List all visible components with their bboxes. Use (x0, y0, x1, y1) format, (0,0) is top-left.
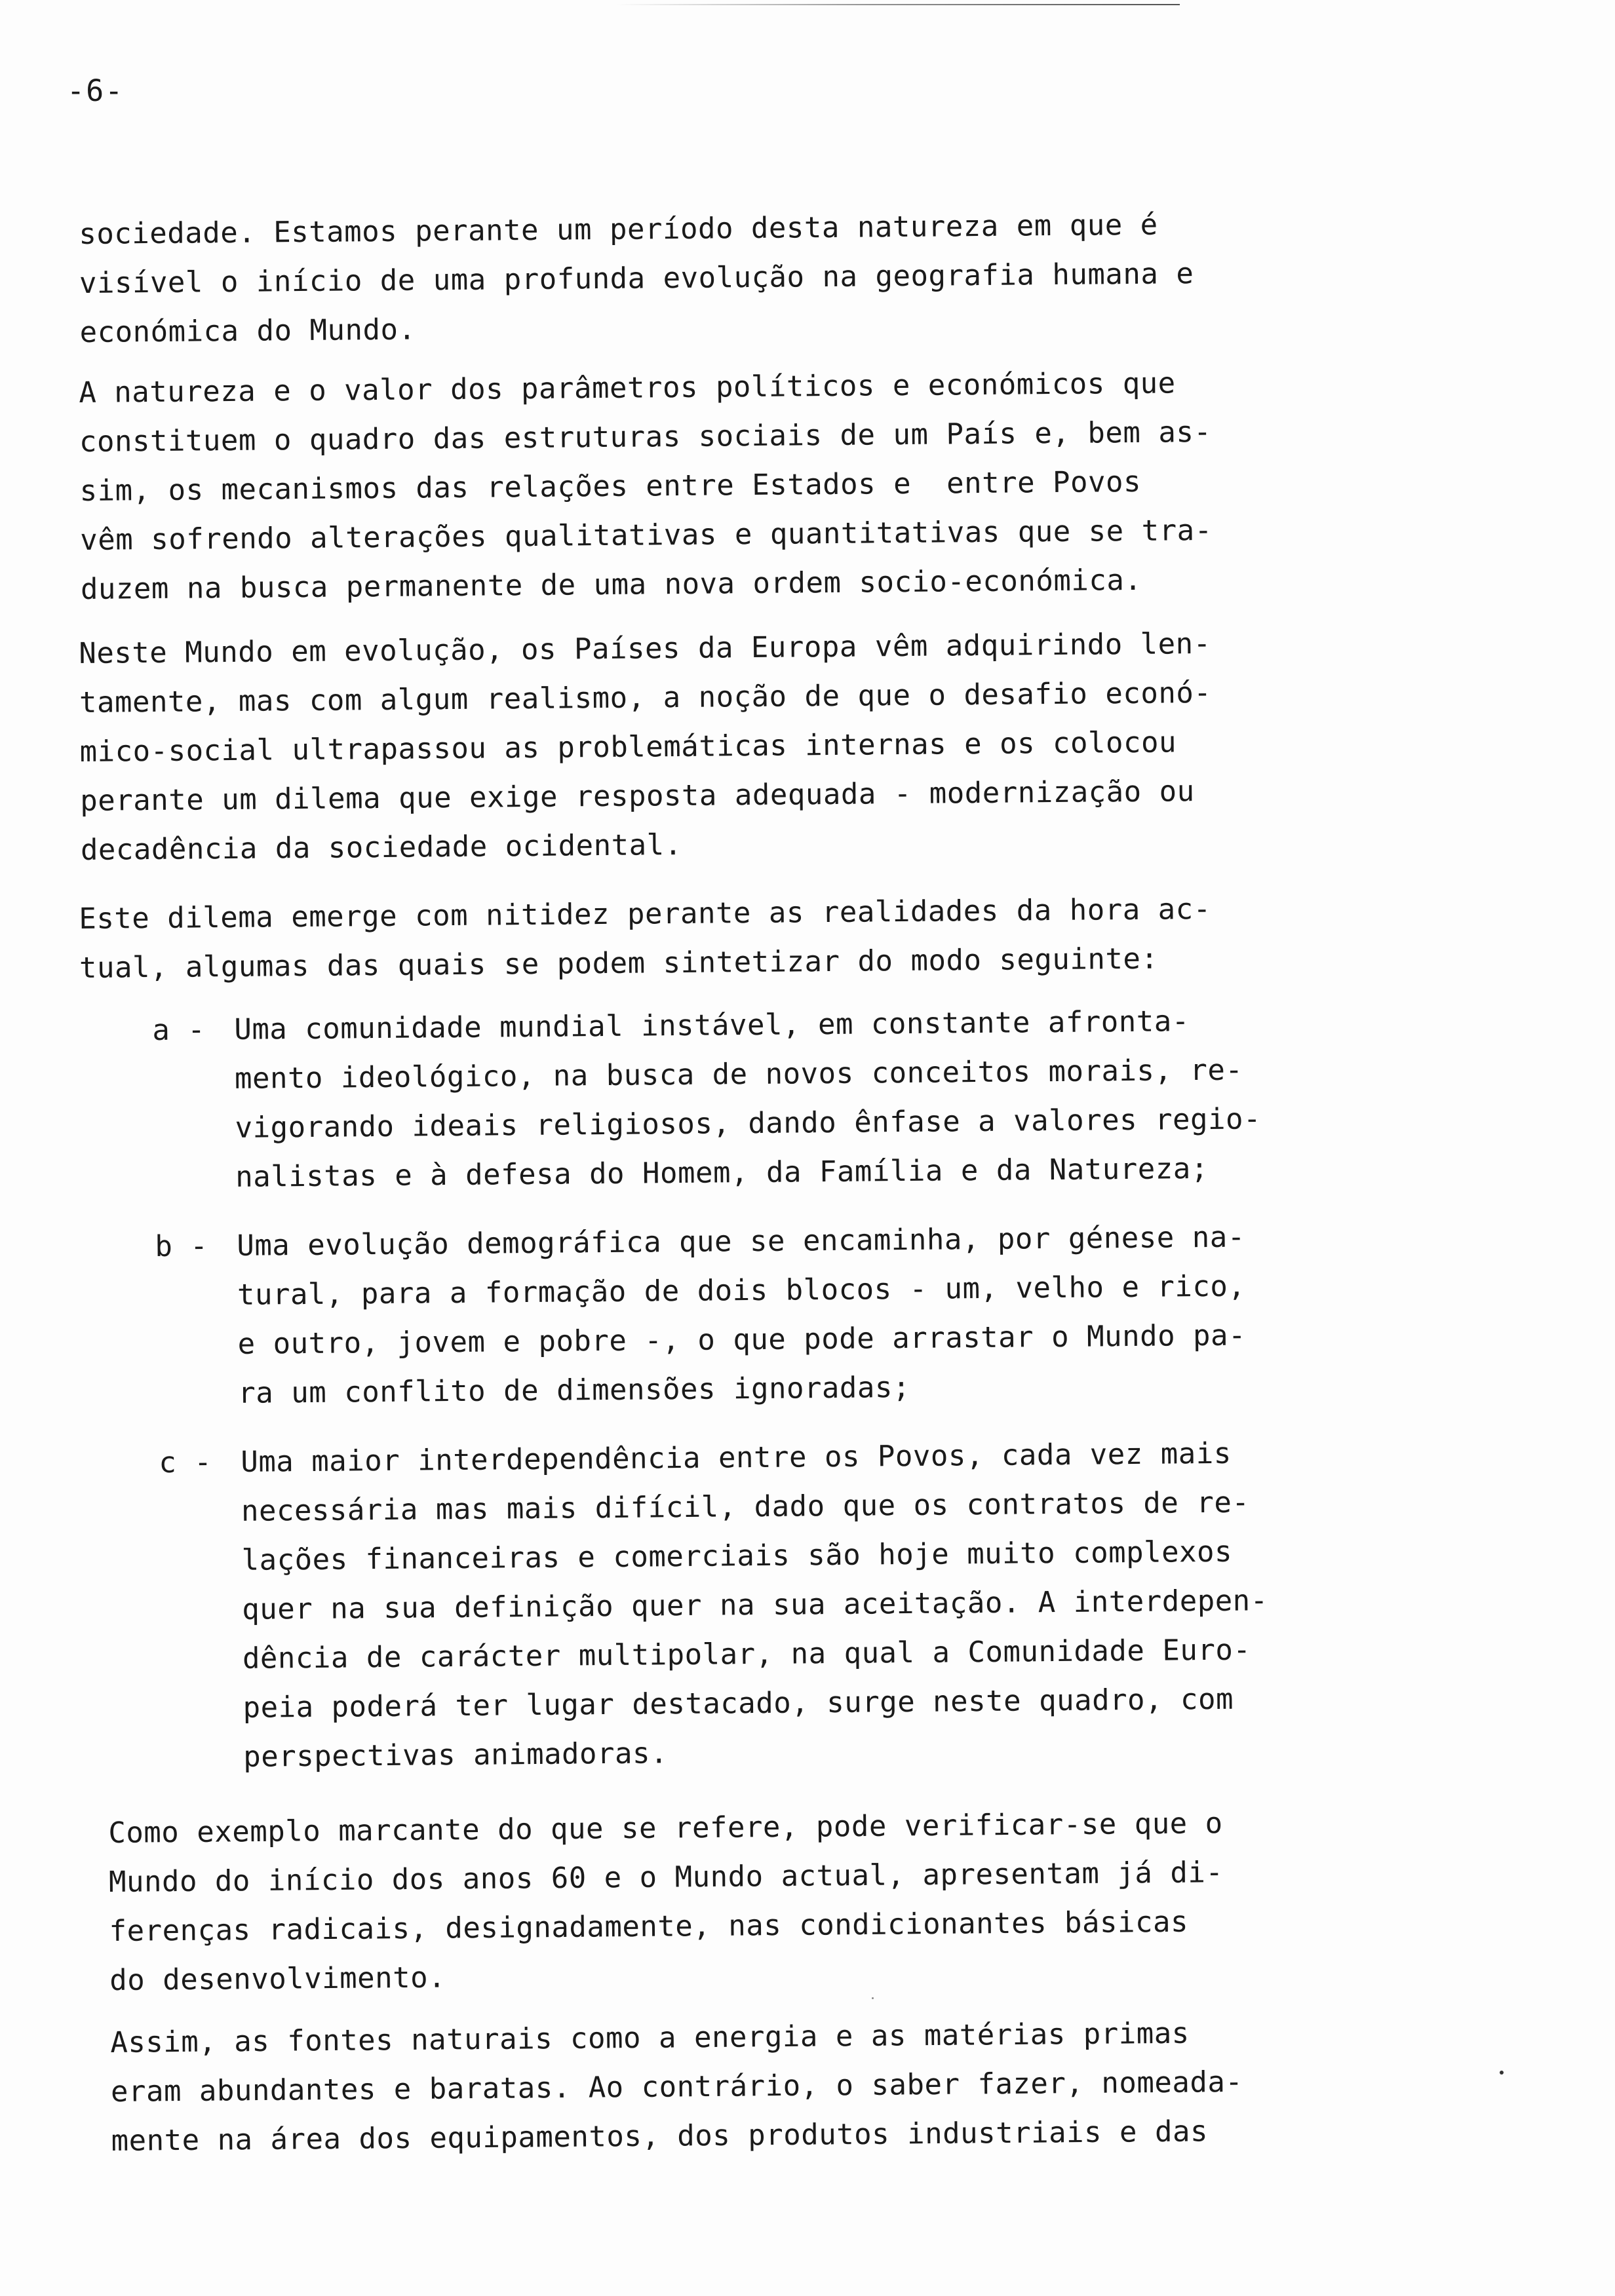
text-line: mente na área dos equipamentos, dos produtos industriais e das (111, 2114, 1209, 2158)
paragraph-4 (79, 883, 1377, 993)
text-line: decadência da sociedade ocidental. (80, 828, 682, 867)
text-line: duzem na busca permanente de uma nova ordem socio-económica. (80, 563, 1142, 606)
list-item-text (234, 995, 1429, 1202)
text-line: quer na sua definição quer na sua aceitação. A interdepen- (242, 1584, 1268, 1626)
text-line: económica do Mundo. (79, 313, 416, 349)
paragraph-1 (79, 199, 1378, 357)
list-item-text (241, 1427, 1437, 1782)
text-line: mico-social ultrapassou as problemáticas internas e os colocou (79, 725, 1177, 769)
text-line: e outro, jovem e pobre -, o que pode arrastar o Mundo pa- (237, 1318, 1247, 1361)
text-line: Uma maior interdependência entre os Povos, cada vez mais (241, 1436, 1232, 1479)
text-line: A natureza e o valor dos parâmetros políticos e económicos que (79, 366, 1176, 410)
text-line: do desenvolvimento. (109, 1961, 446, 1997)
scan-artifact-line (616, 4, 1180, 5)
text-line: sim, os mecanismos das relações entre Estados e entre Povos (79, 465, 1142, 508)
text-line: lações financeiras e comerciais são hoje muito complexos (241, 1535, 1233, 1577)
text-line: perante um dilema que exige resposta adequada - modernização ou (80, 775, 1195, 818)
text-line: constituem o quadro das estruturas sociais de um País e, bem as- (79, 415, 1212, 459)
page-number: -6- (67, 73, 125, 108)
text-line: Este dilema emerge com nitidez perante as realidades da hora ac- (79, 892, 1211, 936)
list-item-text (237, 1211, 1431, 1418)
text-line: Como exemplo marcante do que se refere, pode verificar-se que o (108, 1807, 1223, 1850)
text-line: ra um conflito de dimensões ignoradas; (238, 1370, 911, 1410)
text-line: eram abundantes e baratas. Ao contrário, o saber fazer, nomeada- (110, 2065, 1243, 2109)
text-line: nalistas e à defesa do Homem, da Família e da Natureza; (235, 1151, 1209, 1194)
text-line: Assim, as fontes naturais como a energia e as matérias primas (110, 2016, 1190, 2059)
text-line: Uma evolução demográfica que se encaminha, por génese na- (237, 1220, 1245, 1263)
list-item-b (155, 1211, 1435, 1419)
text-line: tural, para a formação de dois blocos - um, velho e rico, (237, 1269, 1246, 1312)
text-line: necessária mas mais difícil, dado que os contratos de re- (241, 1485, 1250, 1528)
text-line: vêm sofrendo alterações qualitativas e quantitativas que se tra- (80, 513, 1213, 557)
text-line: Uma comunidade mundial instável, em constante afronta- (234, 1004, 1190, 1046)
text-line: Mundo do início dos anos 60 e o Mundo actual, apresentam já di- (108, 1856, 1224, 1899)
scan-speck (872, 1997, 874, 1999)
list-marker: c - (159, 1445, 212, 1480)
text-line: tual, algumas das quais se podem sintetizar do modo seguinte: (79, 942, 1159, 985)
text-line: vigorando ideais religiosos, dando ênfase a valores regio- (235, 1102, 1262, 1145)
text-line: mento ideológico, na busca de novos conceitos morais, re- (234, 1053, 1243, 1096)
text-line: tamente, mas com algum realismo, a noção de que o desafio econó- (79, 676, 1212, 719)
paragraph-6 (110, 2007, 1409, 2166)
text-line: ferenças radicais, designadamente, nas condicionantes básicas (109, 1905, 1189, 1948)
text-line: dência de carácter multipolar, na qual a Comunidade Euro- (242, 1633, 1251, 1675)
paragraph-5 (108, 1797, 1408, 2005)
text-line: perspectivas animadoras. (243, 1736, 669, 1774)
paragraph-3 (79, 618, 1378, 875)
text-line: Neste Mundo em evolução, os Países da Europa vêm adquirindo len- (79, 626, 1211, 670)
paragraph-2 (79, 357, 1378, 614)
list-marker: b - (155, 1229, 208, 1263)
text-line: visível o início de uma profunda evolução na geografia humana e (79, 257, 1194, 300)
list-item-a (152, 995, 1432, 1202)
text-line: peia poderá ter lugar destacado, surge neste quadro, com (243, 1682, 1234, 1725)
list-marker: a - (152, 1013, 206, 1047)
list-item-c (159, 1427, 1440, 1786)
text-line: sociedade. Estamos perante um período desta natureza em que é (79, 208, 1158, 251)
scan-speck (1500, 2071, 1504, 2075)
